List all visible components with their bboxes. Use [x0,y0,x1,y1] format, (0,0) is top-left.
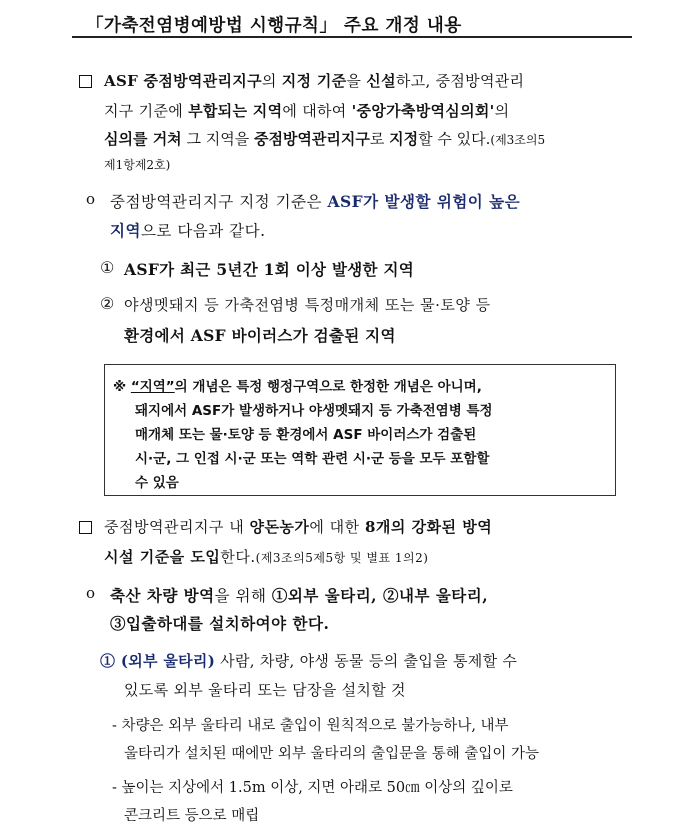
number-1-icon: ① [100,652,116,670]
section2-line2: 시설 기준을 도입한다.(제3조의5제5항 및 별표 1의2) [104,548,429,566]
section1-line2: 지구 기준에 부합되는 지역에 대하여 '중앙가축방역심의회'의 [104,102,510,120]
title-bar [72,8,632,38]
note-line5: 수 있음 [135,475,179,491]
item2-line1: 야생멧돼지 등 가축전염병 특정매개체 또는 물·토양 등 [124,296,491,314]
section1-line4: 제1항제2호) [104,158,171,172]
title-underline [72,36,632,38]
note-line2: 돼지에서 ASF가 발생하거나 야생멧돼지 등 가축전염병 특정 [135,403,493,419]
note-line3: 매개체 또는 물·토양 등 환경에서 ASF 바이러스가 검출된 [135,427,477,443]
note-line4: 시·군, 그 인접 시·군 또는 역학 관련 시·군 등을 모두 포함할 [135,451,490,467]
checkbox-square-icon [79,521,92,534]
sub2-line1: 축산 차량 방역을 위해 ①외부 울타리, ②내부 울타리, [110,586,489,605]
section1-line1: ASF 중점방역관리지구의 지정 기준을 신설하고, 중점방역관리 [104,72,525,90]
note-box [104,364,616,496]
page-title: 「가축전염병예방법 시행규칙」 주요 개정 내용 [86,16,462,36]
number-2-icon: ② [100,294,115,313]
section2-line1: 중점방역관리지구 내 양돈농가에 대한 8개의 강화된 방역 [104,518,493,536]
dash1-line1: - 차량은 외부 울타리 내로 출입이 원칙적으로 불가능하나, 내부 [112,718,509,734]
dash2-line1: - 높이는 지상에서 1.5m 이상, 지면 아래로 50㎝ 이상의 깊이로 [112,780,513,796]
item3-line1: ① (외부 울타리) 사람, 차량, 야생 동물 등의 출입을 통제할 수 [100,652,518,670]
note-line1: ※ “지역”의 개념은 특정 행정구역으로 한정한 개념은 아니며, [113,379,482,395]
circle-bullet-icon: o [86,190,96,208]
item1-text: ASF가 최근 5년간 1회 이상 발생한 지역 [124,260,415,279]
section1-line3: 심의를 거쳐 그 지역을 중점방역관리지구로 지정할 수 있다.(제3조의5 [104,130,546,148]
item2-line2: 환경에서 ASF 바이러스가 검출된 지역 [124,326,396,345]
number-1-icon: ① [100,258,115,277]
checkbox-square-icon [79,75,92,88]
sub1-line1: 중점방역관리지구 지정 기준은 ASF가 발생할 위험이 높은 [110,192,521,211]
dash1-line2: 울타리가 설치된 때에만 외부 울타리의 출입문을 통해 출입이 가능 [124,746,540,762]
circle-bullet-icon: o [86,584,96,602]
sub2-line2: ③입출하대를 설치하여야 한다. [110,614,330,633]
dash2-line2: 콘크리트 등으로 매립 [124,808,260,824]
item3-line2: 있도록 외부 울타리 또는 담장을 설치할 것 [124,681,406,699]
sub1-line2: 지역으로 다음과 같다. [110,221,266,240]
